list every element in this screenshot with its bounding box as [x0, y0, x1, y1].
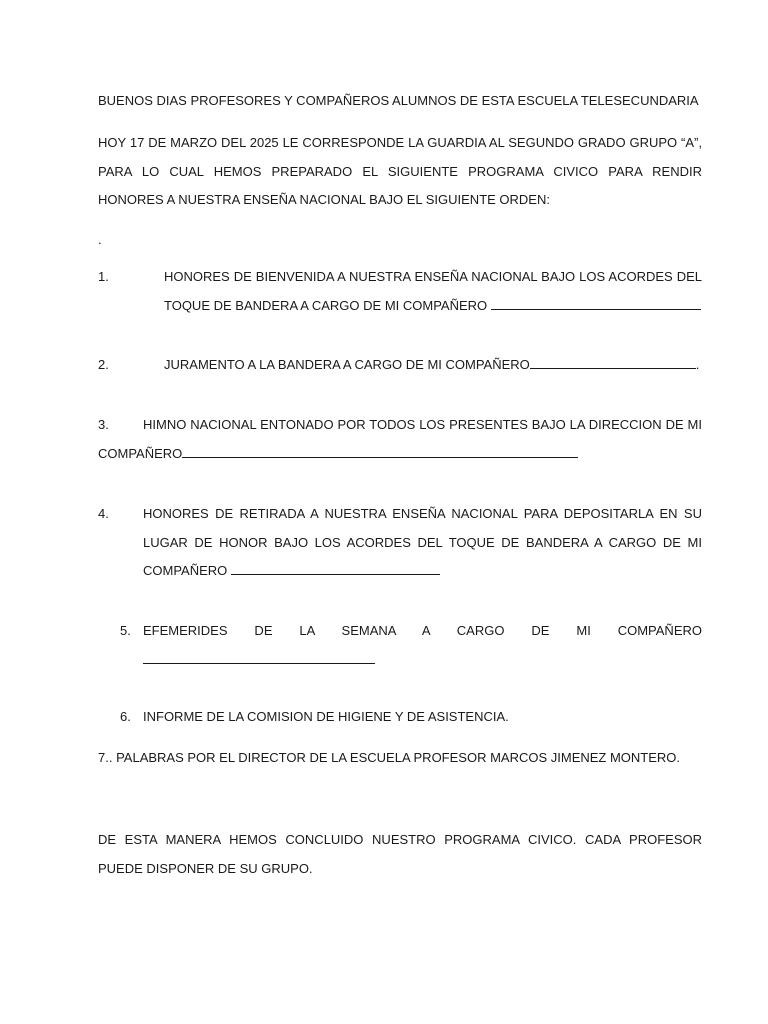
- program-item-3: [98, 411, 702, 468]
- fill-in-blank-4: [231, 560, 440, 575]
- program-item-6: [98, 703, 702, 732]
- intro-text: HOY 17 DE MARZO DEL 2025 LE CORRESPONDE LA GUARDIA AL SEGUNDO GRADO GRUPO “A”, PARA LO CUAL HEMOS PREPARADO EL SIGUIENTE PROGRAMA CIVICO PARA RENDIR HONORES A NUESTRA ENSEÑA NACIONAL BAJO EL SIGUIENTE ORDEN:: [98, 135, 702, 207]
- item-6-label: INFORME DE LA COMISION DE HIGIENE Y DE ASISTENCIA.: [143, 709, 509, 724]
- item-text: [98, 263, 702, 320]
- item-4-label: HONORES DE RETIRADA A NUESTRA ENSEÑA NACIONAL PARA DEPOSITARLA EN SU LUGAR DE HONOR BAJO LOS ACORDES DEL TOQUE DE BANDERA A CARGO DE MI COMPAÑERO: [143, 506, 702, 578]
- item-1-label: HONORES DE BIENVENIDA A NUESTRA ENSEÑA NACIONAL BAJO LOS ACORDES DEL TOQUE DE BANDERA A CARGO DE MI COMPAÑERO: [164, 269, 702, 313]
- greeting-paragraph: [98, 87, 702, 116]
- item-number: 5.: [120, 623, 131, 638]
- fill-in-blank-2: [530, 354, 696, 369]
- fill-in-blank-1: [491, 295, 701, 310]
- item-3-label: HIMNO NACIONAL ENTONADO POR TODOS LOS PRESENTES BAJO LA DIRECCION DE MI COMPAÑERO: [98, 417, 702, 461]
- item-text: [98, 411, 702, 468]
- fill-in-blank-5: [143, 649, 375, 664]
- item-number: 4.: [98, 506, 109, 521]
- item-2-label: JURAMENTO A LA BANDERA A CARGO DE MI COMPAÑERO: [164, 357, 530, 372]
- fill-in-blank-3: [182, 443, 578, 458]
- item-number: 6.: [120, 709, 131, 724]
- item-text: [98, 500, 702, 586]
- separator-dot: [98, 226, 702, 255]
- item-number: 3.: [98, 417, 109, 432]
- item-text: [98, 617, 702, 674]
- item-number: 7..: [98, 750, 113, 765]
- dot-text: .: [98, 232, 102, 247]
- item-number: 1.: [98, 269, 109, 284]
- greeting-text: BUENOS DIAS PROFESORES Y COMPAÑEROS ALUMNOS DE ESTA ESCUELA TELESECUNDARIA: [98, 93, 699, 108]
- item-text: [98, 703, 702, 732]
- item-5-label: EFEMERIDES DE LA SEMANA A CARGO DE MI COMPAÑERO: [143, 623, 702, 638]
- item-7-label: PALABRAS POR EL DIRECTOR DE LA ESCUELA PROFESOR MARCOS JIMENEZ MONTERO.: [116, 750, 681, 765]
- closing-paragraph: [98, 826, 702, 883]
- program-item-1: [98, 263, 702, 320]
- program-item-7: [98, 744, 702, 773]
- item-number: 2.: [98, 357, 109, 372]
- item-2-suffix: .: [695, 357, 700, 372]
- program-item-5: [98, 617, 702, 674]
- program-item-2: [98, 351, 702, 380]
- item-text: [98, 744, 702, 773]
- intro-paragraph: [98, 129, 702, 215]
- item-text: [98, 351, 702, 380]
- closing-text: DE ESTA MANERA HEMOS CONCLUIDO NUESTRO PROGRAMA CIVICO. CADA PROFESOR PUEDE DISPONER DE SU GRUPO.: [98, 832, 702, 876]
- program-item-4: [98, 500, 702, 586]
